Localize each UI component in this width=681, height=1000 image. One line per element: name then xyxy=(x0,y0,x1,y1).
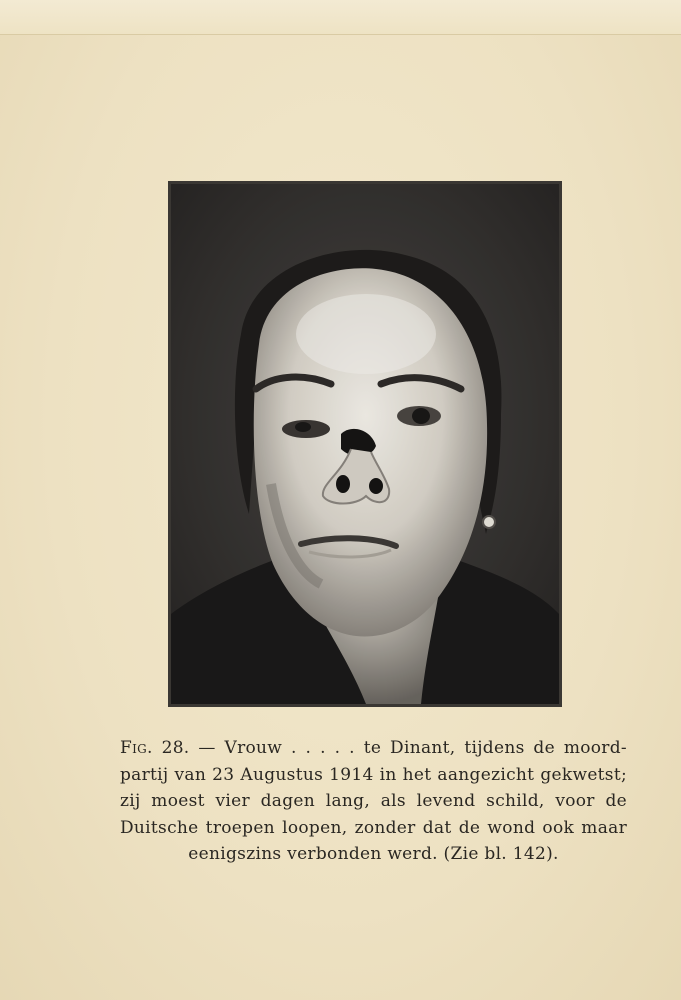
caption-line-3: zij moest vier dagen lang, als levend schild, voor de xyxy=(120,791,627,811)
figure-number: 28. xyxy=(161,738,190,758)
caption-text-1: — Vrouw . . . . . te Dinant, tijdens de moord- xyxy=(198,738,627,758)
caption-line-1 xyxy=(120,735,627,762)
page-top-edge xyxy=(0,0,681,35)
portrait-photograph xyxy=(168,181,562,707)
portrait-photo-image xyxy=(171,184,559,704)
figure-caption xyxy=(120,735,627,868)
caption-line-5: eenigszins verbonden werd. (Zie bl. 142). xyxy=(188,844,559,864)
caption-line-2: partij van 23 Augustus 1914 in het aangezicht gekwetst; xyxy=(120,764,627,785)
caption-line-4: Duitsche troepen loopen, zonder dat de wond ook maar xyxy=(120,817,627,838)
figure-label: Fig. xyxy=(120,738,153,758)
